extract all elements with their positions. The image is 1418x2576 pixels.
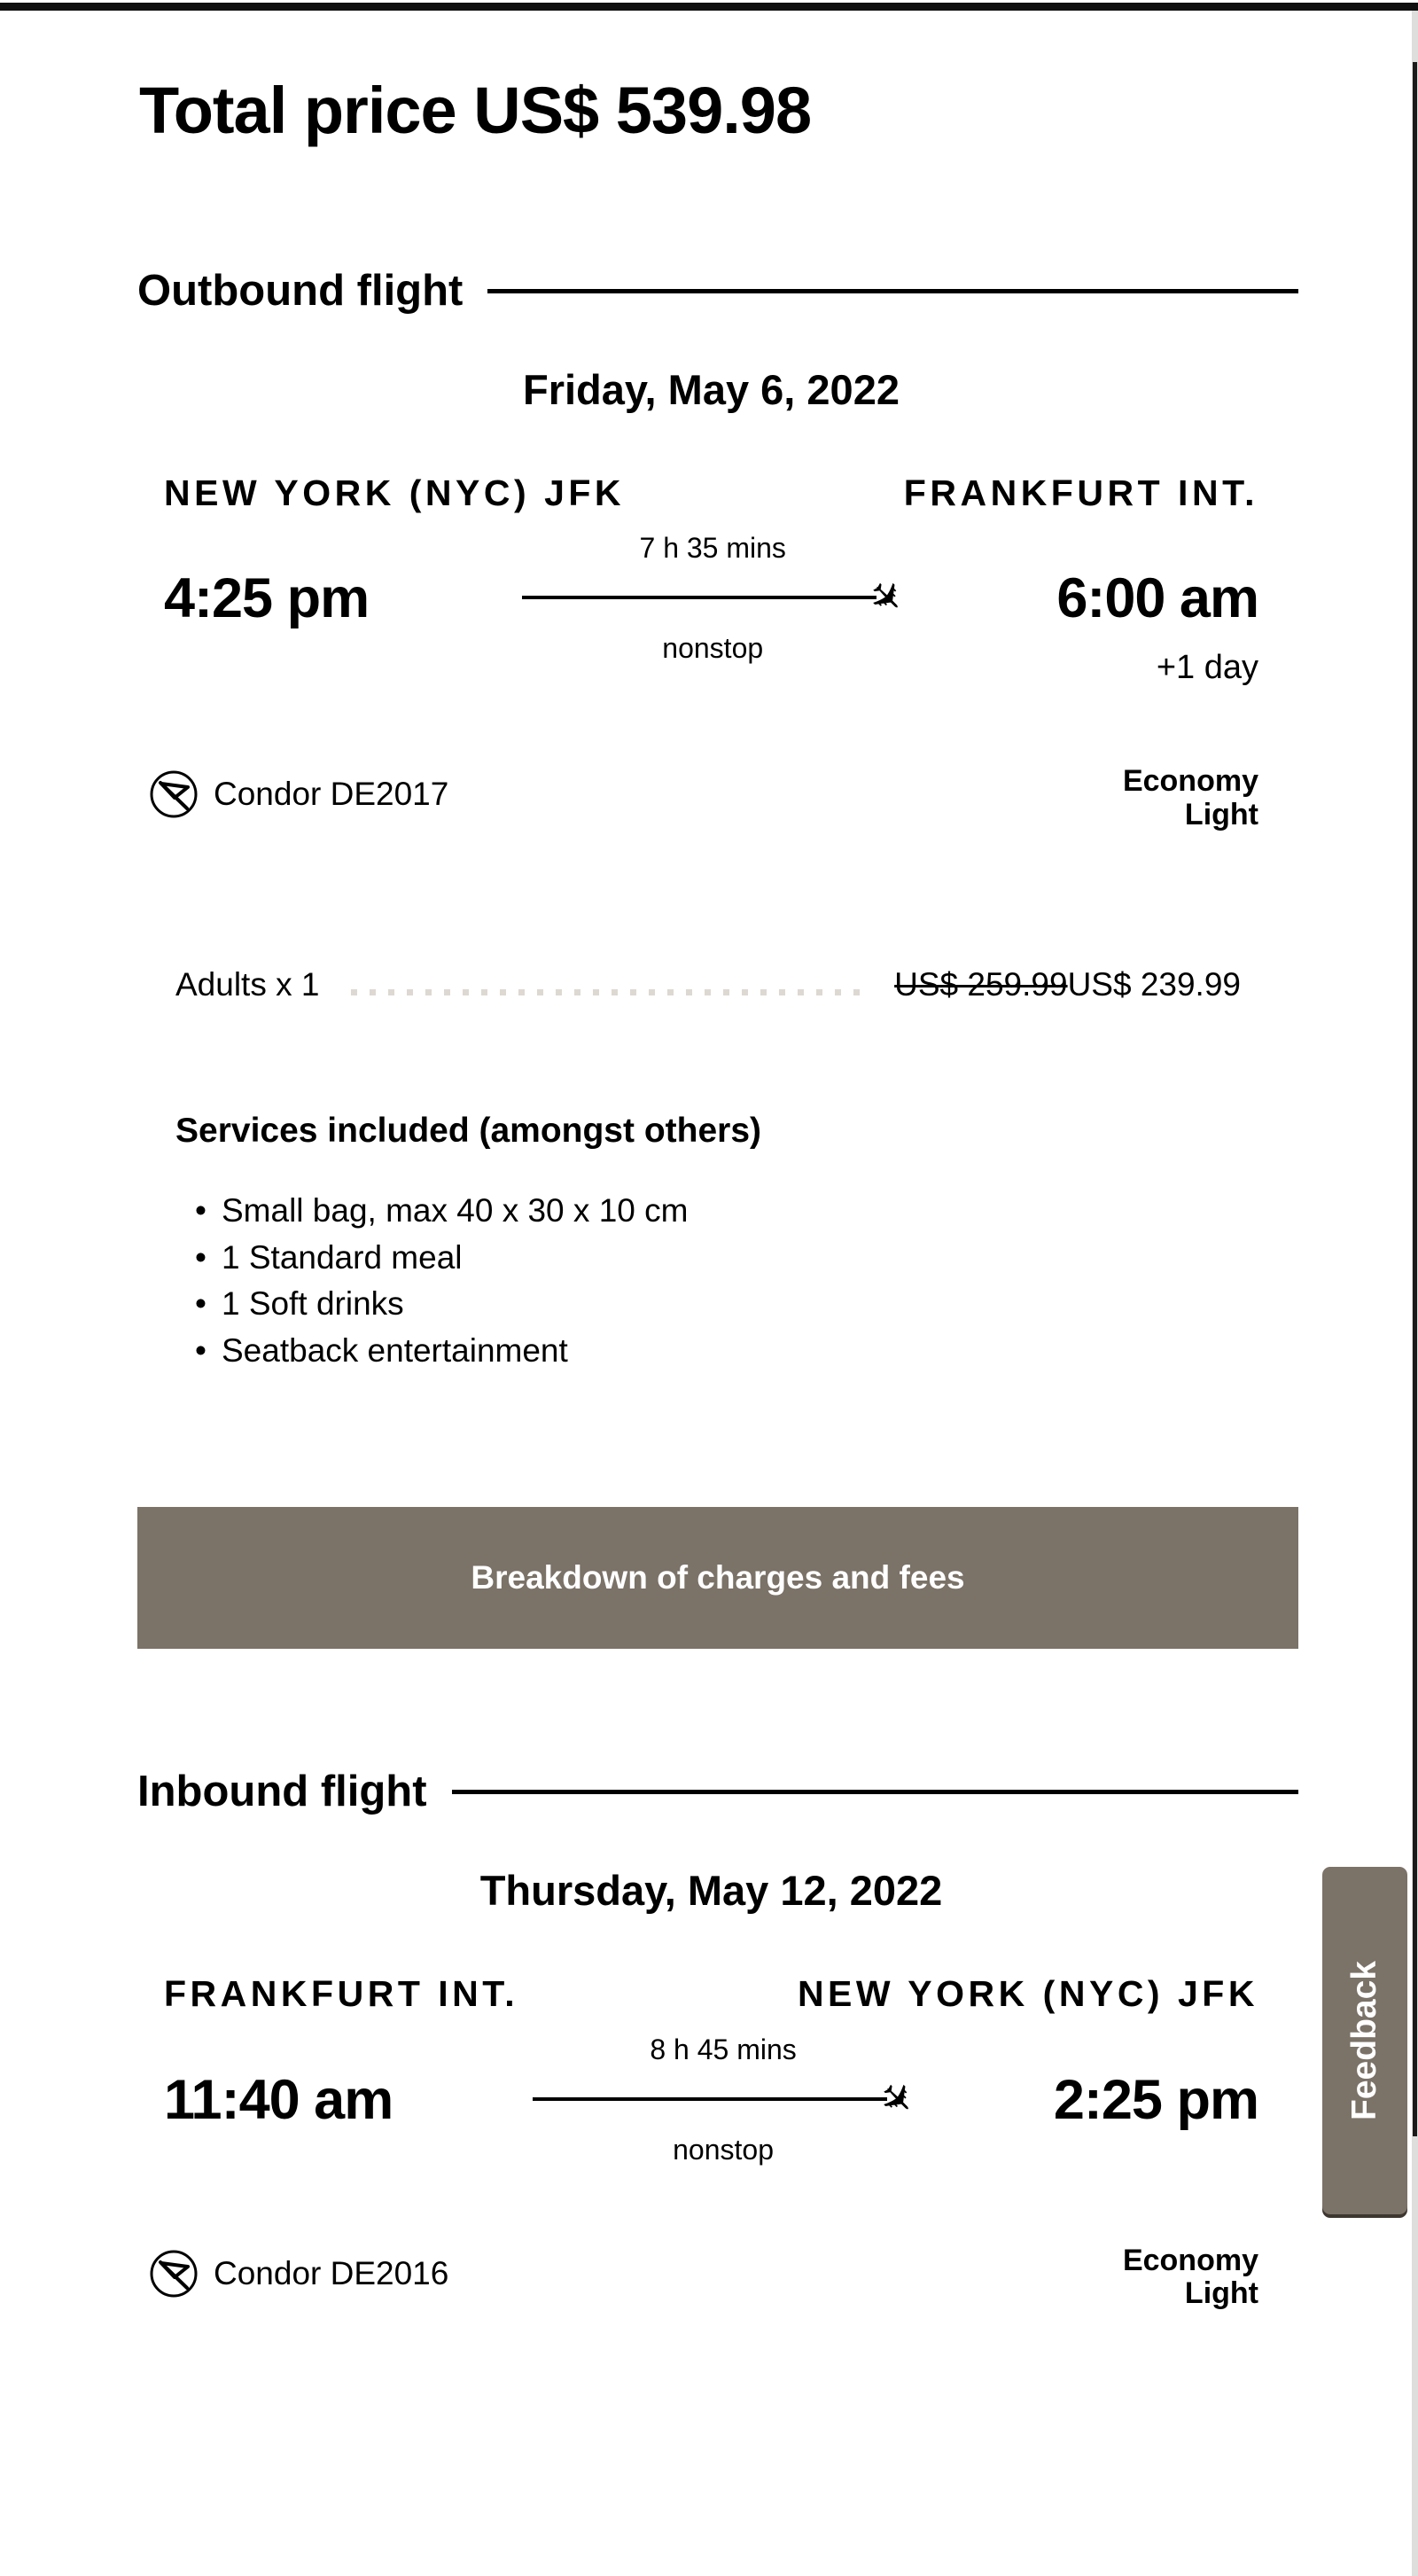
service-item: • Seatback entertainment bbox=[175, 1328, 1258, 1375]
services-included bbox=[164, 1112, 1258, 1374]
inbound-stops: nonstop bbox=[673, 2133, 774, 2166]
outbound-section-header bbox=[137, 266, 1298, 316]
services-list bbox=[175, 1188, 1258, 1374]
condor-logo-icon bbox=[148, 2248, 199, 2299]
inbound-date: Thursday, May 12, 2022 bbox=[479, 1867, 943, 1915]
service-item: • Small bag, max 40 x 30 x 10 cm bbox=[175, 1188, 1258, 1235]
flight-path-line bbox=[522, 569, 915, 627]
flight-path-line bbox=[533, 2070, 925, 2127]
outbound-carrier bbox=[148, 769, 448, 820]
route-line bbox=[533, 2097, 886, 2101]
service-item: • 1 Standard meal bbox=[175, 1235, 1258, 1282]
inbound-duration: 8 h 45 mins bbox=[650, 2033, 797, 2065]
outbound-section-label: Outbound flight bbox=[137, 267, 464, 315]
booking-summary bbox=[137, 11, 1298, 2311]
outbound-operator-row bbox=[164, 764, 1258, 831]
inbound-carrier bbox=[148, 2248, 448, 2299]
outbound-departure-time: 4:25 pm bbox=[164, 567, 370, 630]
outbound-origin-airport: NEW YORK (NYC) JFK bbox=[164, 472, 626, 513]
inbound-departure-time: 11:40 am bbox=[164, 2068, 393, 2131]
inbound-cabin-class: Economy Light bbox=[1122, 2243, 1258, 2311]
outbound-flight-path bbox=[522, 532, 915, 665]
outbound-airports-row bbox=[164, 467, 1258, 519]
inbound-destination-airport: NEW YORK (NYC) JFK bbox=[797, 1973, 1258, 2015]
inbound-times-row bbox=[164, 2033, 1258, 2166]
feedback-tab-label: Feedback bbox=[1345, 1961, 1384, 2120]
services-title: Services included (amongst others) bbox=[175, 1112, 762, 1151]
route-line bbox=[522, 596, 876, 599]
outbound-flight-card bbox=[137, 365, 1298, 1374]
inbound-carrier-name: Condor DE2016 bbox=[214, 2254, 449, 2291]
breakdown-button-label: Breakdown of charges and fees bbox=[471, 1559, 965, 1596]
inbound-flight-path bbox=[533, 2033, 925, 2166]
passenger-count-label: Adults x 1 bbox=[175, 966, 320, 1003]
outbound-date: Friday, May 6, 2022 bbox=[523, 366, 900, 413]
top-divider bbox=[0, 3, 1418, 11]
outbound-destination-airport: FRANKFURT INT. bbox=[903, 472, 1258, 513]
inbound-operator-row bbox=[164, 2243, 1258, 2311]
inbound-arrival-time: 2:25 pm bbox=[1053, 2068, 1258, 2131]
dotted-leader bbox=[351, 989, 864, 995]
outbound-cabin-class: Economy Light bbox=[1122, 764, 1258, 831]
outbound-arrival-time: 6:00 am bbox=[1056, 567, 1258, 630]
section-divider-line bbox=[452, 1790, 1298, 1794]
outbound-price-row bbox=[164, 966, 1258, 1003]
inbound-origin-airport: FRANKFURT INT. bbox=[164, 1973, 519, 2015]
section-divider-line bbox=[487, 289, 1298, 293]
total-price-title: Total price US$ 539.98 bbox=[139, 74, 812, 147]
outbound-times-row bbox=[164, 532, 1258, 665]
inbound-flight-card bbox=[137, 1866, 1298, 2310]
feedback-tab[interactable] bbox=[1322, 1867, 1407, 2214]
service-item: • 1 Soft drinks bbox=[175, 1281, 1258, 1328]
outbound-day-offset: +1 day bbox=[1156, 649, 1258, 687]
inbound-section-header bbox=[137, 1767, 1298, 1816]
outbound-duration: 7 h 35 mins bbox=[639, 532, 786, 565]
scrollbar-thumb[interactable] bbox=[1413, 62, 1417, 2136]
breakdown-charges-button[interactable] bbox=[137, 1507, 1298, 1649]
inbound-section-label: Inbound flight bbox=[137, 1768, 427, 1816]
outbound-carrier-name: Condor DE2017 bbox=[214, 776, 449, 813]
old-price: US$ 259.99 bbox=[894, 966, 1068, 1003]
condor-logo-icon bbox=[148, 769, 199, 820]
outbound-stops: nonstop bbox=[662, 632, 764, 665]
new-price: US$ 239.99 bbox=[1067, 966, 1241, 1003]
plane-icon: ✈ bbox=[868, 2070, 925, 2127]
inbound-airports-row bbox=[164, 1968, 1258, 2020]
plane-icon: ✈ bbox=[857, 569, 915, 627]
